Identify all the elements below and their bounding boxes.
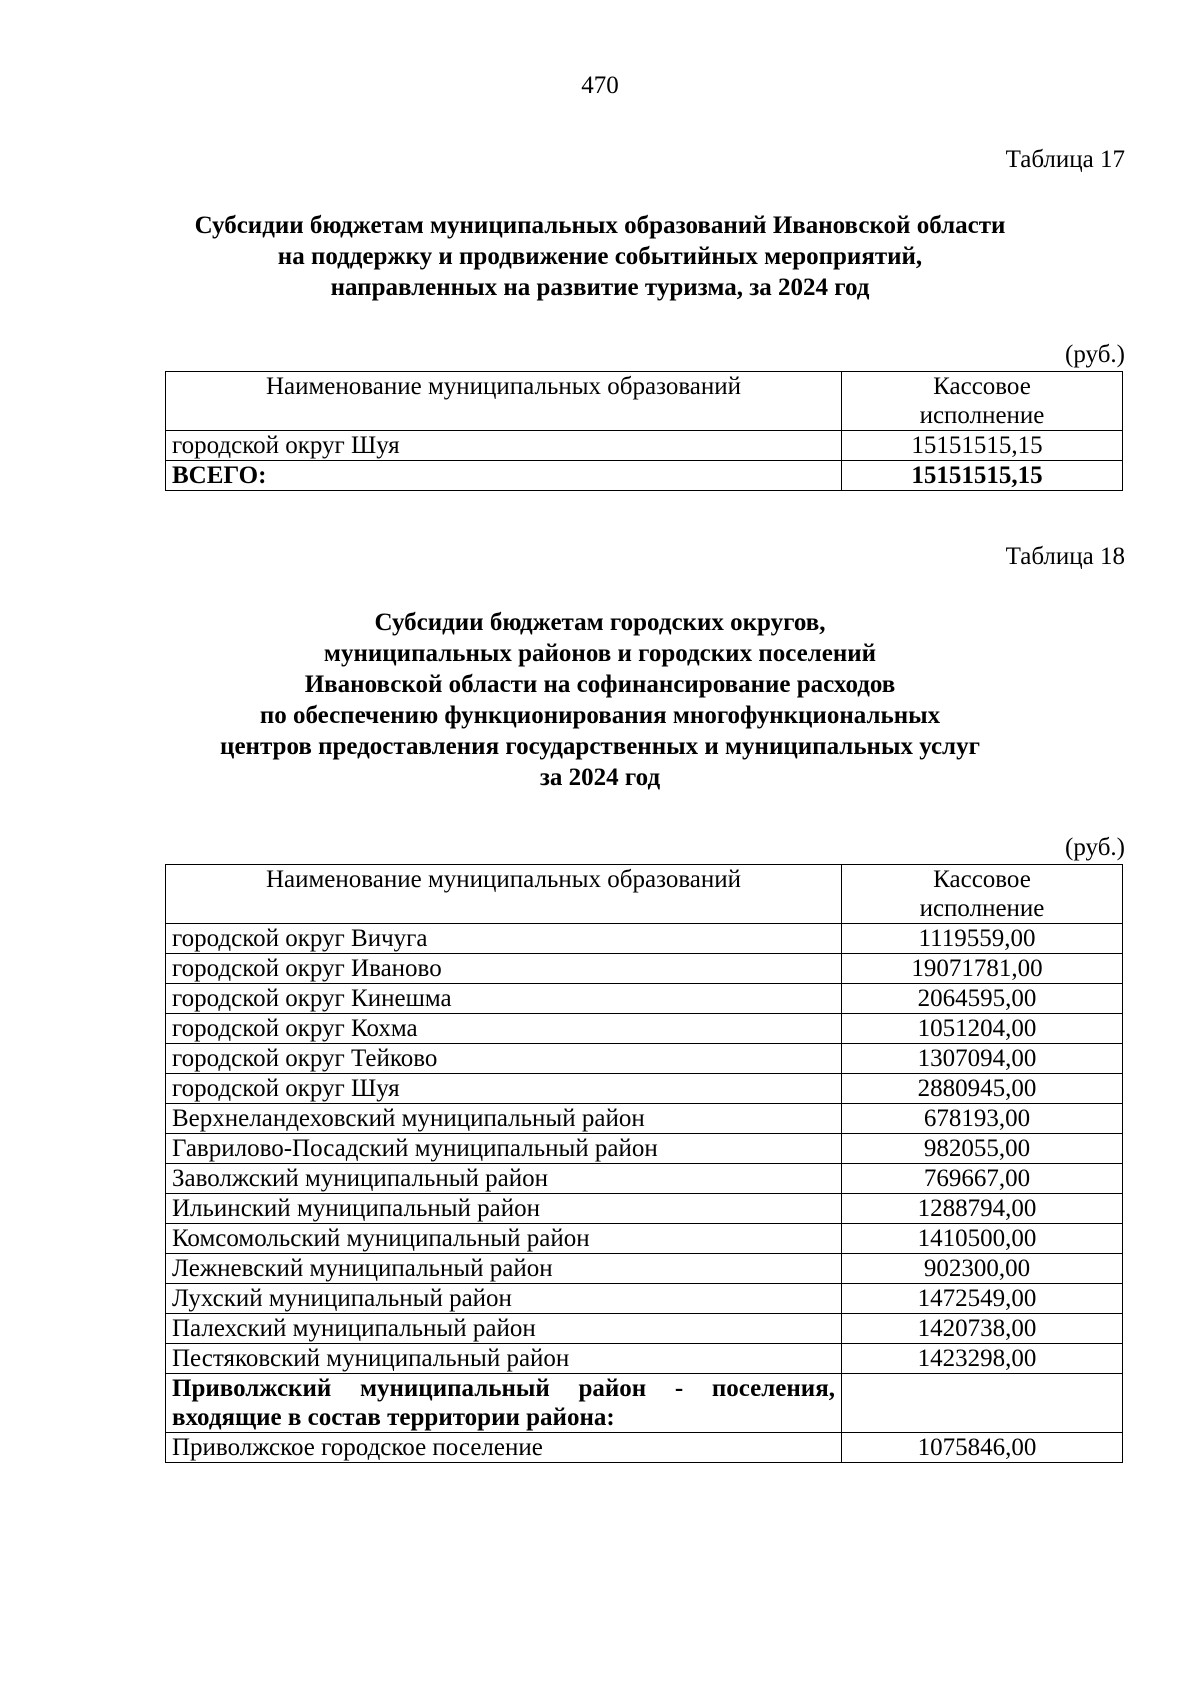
row-amount: 15151515,15 (842, 431, 1123, 461)
table-row (166, 1194, 1123, 1224)
table-row (166, 1284, 1123, 1314)
row-name: Пестяковский муниципальный район (166, 1344, 842, 1374)
row-name: городской округ Шуя (166, 431, 842, 461)
title-line: центров предоставления государственных и муниципальных услуг (220, 733, 980, 760)
row-amount: 1051204,00 (842, 1014, 1123, 1044)
table-17-title (150, 210, 1050, 303)
table-row (166, 1314, 1123, 1344)
section-heading: Приволжский муниципальный район - поселения, входящие в состав территории района: (166, 1374, 842, 1433)
header-amount-line: Кассовое (933, 866, 1031, 893)
row-name: Ильинский муниципальный район (166, 1194, 842, 1224)
section-heading-row (166, 1374, 1123, 1433)
header-amount-line: Кассовое (933, 373, 1031, 400)
table-row (166, 954, 1123, 984)
title-line: за 2024 год (539, 764, 661, 791)
row-name: Приволжское городское поселение (166, 1433, 842, 1463)
row-amount: 1423298,00 (842, 1344, 1123, 1374)
table-17-unit: (руб.) (1065, 341, 1125, 368)
header-amount (842, 372, 1123, 431)
row-name: городской округ Кинешма (166, 984, 842, 1014)
header-name: Наименование муниципальных образований (166, 865, 842, 924)
table-row (166, 1104, 1123, 1134)
table-row (166, 924, 1123, 954)
table-row (166, 1014, 1123, 1044)
total-label: ВСЕГО: (166, 461, 842, 491)
title-line: Ивановской области на софинансирование расходов (304, 671, 896, 698)
table-header-row (166, 372, 1123, 431)
table-18 (165, 864, 1123, 1463)
table-18-unit: (руб.) (1065, 834, 1125, 861)
table-18-label: Таблица 18 (1005, 543, 1125, 570)
row-amount: 982055,00 (842, 1134, 1123, 1164)
row-name: Гаврилово-Посадский муниципальный район (166, 1134, 842, 1164)
table-row (166, 431, 1123, 461)
title-line: по обеспечению функционирования многофункциональных (259, 702, 941, 729)
row-amount: 1472549,00 (842, 1284, 1123, 1314)
table-header-row (166, 865, 1123, 924)
row-name: Заволжский муниципальный район (166, 1164, 842, 1194)
row-amount: 1307094,00 (842, 1044, 1123, 1074)
row-amount: 1075846,00 (842, 1433, 1123, 1463)
row-name: Палехский муниципальный район (166, 1314, 842, 1344)
total-row (166, 461, 1123, 491)
row-name: Верхнеландеховский муниципальный район (166, 1104, 842, 1134)
row-amount: 1288794,00 (842, 1194, 1123, 1224)
title-line: Субсидии бюджетам городских округов, (374, 609, 826, 636)
row-amount: 678193,00 (842, 1104, 1123, 1134)
row-amount: 19071781,00 (842, 954, 1123, 984)
row-amount: 1420738,00 (842, 1314, 1123, 1344)
table-row (166, 1044, 1123, 1074)
row-name: Лежневский муниципальный район (166, 1254, 842, 1284)
table-17 (165, 371, 1123, 491)
row-name: городской округ Вичуга (166, 924, 842, 954)
table-row (166, 1224, 1123, 1254)
header-amount-line: исполнение (919, 402, 1045, 429)
header-name: Наименование муниципальных образований (166, 372, 842, 431)
total-amount: 15151515,15 (842, 461, 1123, 491)
row-amount: 2880945,00 (842, 1074, 1123, 1104)
row-name: городской округ Шуя (166, 1074, 842, 1104)
row-name: городской округ Иваново (166, 954, 842, 984)
table-row (166, 1344, 1123, 1374)
row-name: Лухский муниципальный район (166, 1284, 842, 1314)
table-17-label: Таблица 17 (1005, 146, 1125, 173)
table-row (166, 1164, 1123, 1194)
table-18-title (150, 607, 1050, 793)
table-row (166, 1433, 1123, 1463)
title-line: Субсидии бюджетам муниципальных образований Ивановской области (194, 212, 1006, 239)
page-number: 470 (581, 72, 619, 99)
row-amount: 902300,00 (842, 1254, 1123, 1284)
section-heading-amount (842, 1374, 1123, 1433)
row-name: Комсомольский муниципальный район (166, 1224, 842, 1254)
row-name: городской округ Кохма (166, 1014, 842, 1044)
row-amount: 1410500,00 (842, 1224, 1123, 1254)
row-amount: 769667,00 (842, 1164, 1123, 1194)
title-line: на поддержку и продвижение событийных мероприятий, (277, 243, 923, 270)
row-amount: 1119559,00 (842, 924, 1123, 954)
header-amount (842, 865, 1123, 924)
table-row (166, 984, 1123, 1014)
row-amount: 2064595,00 (842, 984, 1123, 1014)
title-line: направленных на развитие туризма, за 2024 год (330, 274, 870, 301)
table-row (166, 1134, 1123, 1164)
table-row (166, 1074, 1123, 1104)
row-name: городской округ Тейково (166, 1044, 842, 1074)
title-line: муниципальных районов и городских поселений (323, 640, 877, 667)
header-amount-line: исполнение (919, 895, 1045, 922)
table-row (166, 1254, 1123, 1284)
